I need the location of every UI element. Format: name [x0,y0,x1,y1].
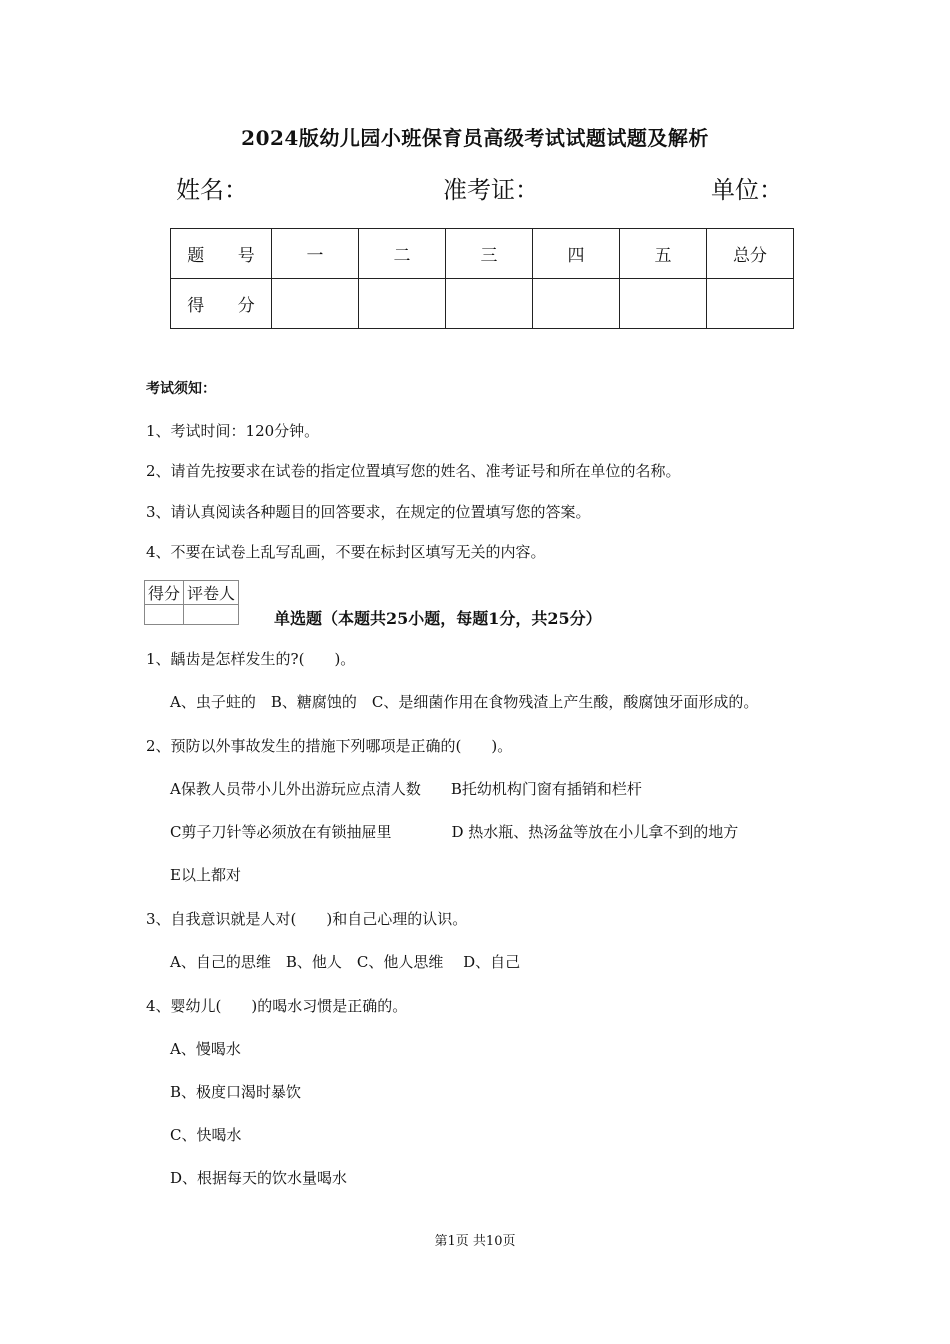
question-text: 4、婴幼儿( )的喝水习惯是正确的。 [146,997,408,1015]
notice-item: 4、不要在试卷上乱写乱画，不要在标封区填写无关的内容。 [146,543,546,561]
name-label: 姓名： [176,176,248,204]
grader-name-cell [184,605,239,625]
score-cell: 得 分 [171,279,272,329]
notice-item: 3、请认真阅读各种题目的回答要求，在规定的位置填写您的答案。 [146,503,591,521]
score-cell [620,279,707,329]
question-option: A、虫子蛀的 B、糖腐蚀的 C、是细菌作用在食物残渣上产生酸，酸腐蚀牙面形成的。 [170,693,759,711]
unit-label: 单位： [711,176,783,204]
score-cell [707,279,794,329]
question-option: C剪子刀针等必须放在有锁抽屉里 D 热水瓶、热汤盆等放在小儿拿不到的地方 [170,823,739,841]
question-text: 2、预防以外事故发生的措施下列哪项是正确的( )。 [146,737,513,755]
score-table-header-row [171,229,794,279]
question-option: A保教人员带小儿外出游玩应点清人数 B托幼机构门窗有插销和栏杆 [170,780,642,798]
section-title: 单选题（本题共25小题，每题1分，共25分） [274,609,602,628]
grader-score-cell [145,605,184,625]
question-option: D、根据每天的饮水量喝水 [170,1169,348,1187]
score-table [170,228,794,329]
score-cell: 题 号 [171,229,272,279]
question-option: E以上都对 [170,866,241,884]
question-text: 1、龋齿是怎样发生的?( )。 [146,650,356,668]
score-cell [446,279,533,329]
score-cell [533,279,620,329]
exam-id-label: 准考证： [443,176,539,204]
score-cell: 总分 [707,229,794,279]
question-option: A、慢喝水 [170,1040,241,1058]
notice-title: 考试须知： [146,381,216,397]
score-cell: 五 [620,229,707,279]
question-option: B、极度口渴时暴饮 [170,1083,302,1101]
grader-name-label: 评卷人 [184,581,239,605]
notice-item: 1、考试时间：120分钟。 [146,422,320,440]
score-cell: 三 [446,229,533,279]
score-cell: 四 [533,229,620,279]
score-cell: 二 [359,229,446,279]
question-option: C、快喝水 [170,1126,242,1144]
score-table-score-row [171,279,794,329]
page-footer: 第1页 共10页 [434,1234,516,1249]
notice-item: 2、请首先按要求在试卷的指定位置填写您的姓名、准考证号和所在单位的名称。 [146,462,681,480]
score-cell [359,279,446,329]
score-cell [272,279,359,329]
page-title: 2024版幼儿园小班保育员高级考试试题试题及解析 [241,126,709,150]
grader-box [144,580,239,625]
grader-score-label: 得分 [145,581,184,605]
question-text: 3、自我意识就是人对( )和自己心理的认识。 [146,910,468,928]
score-cell: 一 [272,229,359,279]
question-option: A、自己的思维 B、他人 C、他人思维 D、自己 [170,953,521,971]
